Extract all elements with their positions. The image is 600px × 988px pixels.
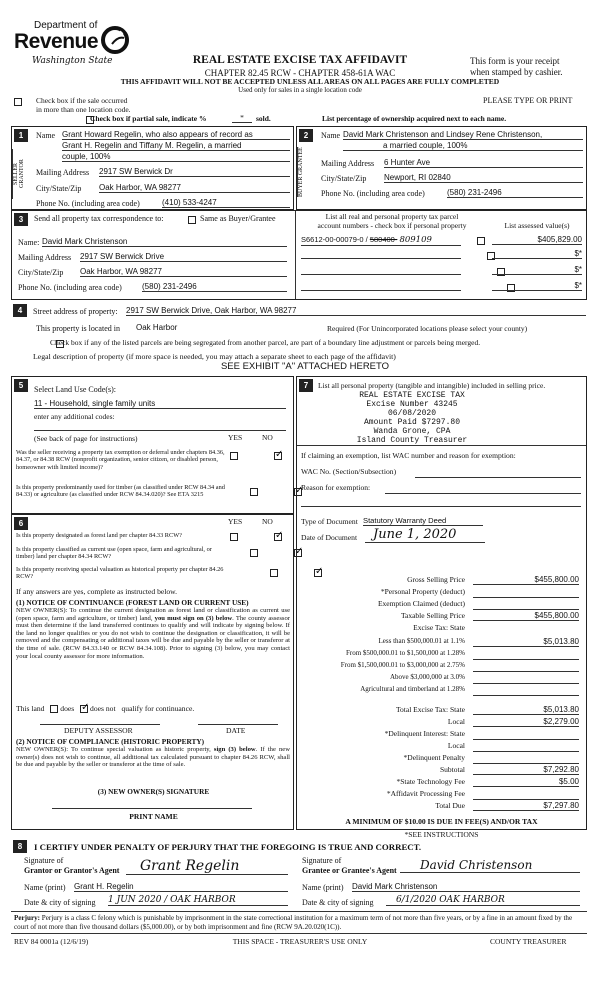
seller-phone-label: Phone No. (including area code) xyxy=(36,199,140,208)
date-grantor-label: Date & city of signing xyxy=(24,898,96,907)
seller-phone[interactable]: (410) 533-4247 xyxy=(162,198,290,208)
calc-label-4: Excise Tax: State xyxy=(413,623,465,632)
notice-2-title: (2) NOTICE OF COMPLIANCE (HISTORIC PROPERTY) xyxy=(16,737,205,746)
calc2-value-2[interactable] xyxy=(473,729,579,740)
s6-q3-yes[interactable] xyxy=(270,569,278,577)
calc-value-2[interactable] xyxy=(473,599,579,610)
calc-value-1[interactable] xyxy=(473,587,579,598)
tax-corr-mail-label: Mailing Address xyxy=(18,253,72,262)
stamp-line-6: Island County Treasurer xyxy=(356,436,468,445)
s6-q1-no[interactable] xyxy=(274,533,282,541)
tax-corr-mail[interactable]: 2917 SW Berwick Drive xyxy=(80,252,287,262)
name-grantee-label: Name (print) xyxy=(302,883,344,892)
parcels-header-2: account numbers - check box if personal property xyxy=(317,221,467,230)
s6-q2: Is this property classified as current use (open space, farm and agricultural, or timber) land per chapter 84.34 RCW? xyxy=(16,546,212,561)
doc-type-label: Type of Document xyxy=(301,517,358,526)
parcel-3-value[interactable]: $* xyxy=(492,265,582,275)
section-5-badge: 5 xyxy=(14,379,28,392)
calc2-label-4: *Delinquent Penalty xyxy=(403,753,465,762)
rev-number: REV 84 0001a (12/6/19) xyxy=(14,937,89,946)
calc-label-2: Exemption Claimed (deduct) xyxy=(377,599,465,608)
see-instructions: *SEE INSTRUCTIONS xyxy=(404,830,479,839)
located-city[interactable]: Oak Harbor xyxy=(136,323,178,332)
parcel-3[interactable] xyxy=(301,274,461,275)
does-not-checkbox[interactable] xyxy=(80,705,88,713)
calc-value-0[interactable]: $455,800.00 xyxy=(473,575,579,585)
personal-property-label: List all personal property (tangible and intangible) included in selling price. xyxy=(318,381,546,390)
stamp-line-2: Excise Number 43245 xyxy=(366,400,458,409)
dor-logo xyxy=(14,20,134,72)
doc-date-label: Date of Document xyxy=(301,533,358,542)
partial-sale-label: Check box if partial sale, indicate % xyxy=(90,114,207,123)
deputy-assessor-label: DEPUTY ASSESSOR xyxy=(64,726,133,735)
buyer-city[interactable]: Newport, RI 02840 xyxy=(384,173,583,183)
additional-codes-input[interactable] xyxy=(34,430,286,431)
buyer-section xyxy=(296,126,587,210)
tax-corr-city-label: City/State/Zip xyxy=(18,268,64,277)
multi-location-label-1: Check box if the sale occurred xyxy=(36,96,128,105)
calc2-value-3[interactable] xyxy=(473,741,579,752)
seller-name-line3[interactable]: couple, 100% xyxy=(62,152,290,162)
calc2-label-5: Subtotal xyxy=(439,765,465,774)
legal-label: Legal description of property (if more space is needed, you may attach a separate sheet to each page of the affidavit) xyxy=(33,352,396,361)
partial-sale-sold: sold. xyxy=(256,114,271,123)
buyer-tab: BUYER GRANTEE xyxy=(297,147,311,197)
parcel-2[interactable] xyxy=(301,258,461,259)
dept-line3: Washington State xyxy=(32,56,113,66)
buyer-name-line1[interactable]: David Mark Christenson and Lindsey Rene Christenson, xyxy=(343,130,583,140)
date-grantee-label: Date & city of signing xyxy=(302,898,374,907)
deputy-assessor-line[interactable] xyxy=(40,724,160,725)
stamp-line-4: Amount Paid $7297.80 xyxy=(363,418,460,427)
tax-corr-phone[interactable]: (580) 231-2496 xyxy=(142,282,287,292)
footer-rule xyxy=(11,911,587,912)
exemption-label: If claiming an exemption, list WAC number and reason for exemption: xyxy=(301,451,516,460)
calc-value-3[interactable]: $455,800.00 xyxy=(473,611,579,621)
new-owner-signature-line[interactable] xyxy=(52,808,252,809)
s5-q1-no[interactable] xyxy=(274,452,282,460)
calc2-label-6: *State Technology Fee xyxy=(396,777,465,786)
section-6-badge: 6 xyxy=(14,517,28,530)
certify-statement: I CERTIFY UNDER PENALTY OF PERJURY THAT THE FOREGOING IS TRUE AND CORRECT. xyxy=(34,842,422,852)
s6-q3: Is this property receiving special valuation as historical property per chapter 84.26 RCW? xyxy=(16,566,224,581)
s6-if-yes: If any answers are yes, complete as instructed below. xyxy=(16,587,178,596)
minimum-note: A MINIMUM OF $10.00 IS DUE IN FEE(S) AND/OR TAX xyxy=(345,817,538,826)
seller-tab: SELLER GRANTOR xyxy=(12,149,26,199)
reason-input[interactable] xyxy=(385,493,581,494)
calc2-value-0[interactable]: $5,013.80 xyxy=(473,705,579,715)
single-location-note: Used only for sales in a single location code xyxy=(238,86,362,94)
doc-date[interactable]: June 1, 2020 xyxy=(365,527,485,543)
sig-grantee-label-2: Grantee or Grantee's Agent xyxy=(302,866,397,875)
notice-1-text-a: NEW OWNER(S): To continue the current designation as forest land or classification as current use (open space, farm and agriculture, or timber) land, xyxy=(16,607,290,622)
street-address[interactable]: 2917 SW Berwick Drive, Oak Harbor, WA 98277 xyxy=(126,306,586,316)
parcel-1-struck: 580400- xyxy=(369,235,398,244)
does-checkbox[interactable] xyxy=(50,705,58,713)
parcel-1-value[interactable]: $405,829.00 xyxy=(492,235,582,245)
parcel-4[interactable] xyxy=(301,290,461,291)
buyer-mail-label: Mailing Address xyxy=(321,159,375,168)
seller-name-line1[interactable]: Grant Howard Regelin, who also appears of record as xyxy=(62,130,290,140)
sig-grantor-label-2: Grantor or Grantor's Agent xyxy=(24,866,120,875)
does-not-label: does not xyxy=(90,704,116,713)
calc-label-9: Agricultural and timberland at 1.28% xyxy=(360,685,465,693)
this-land-label: This land xyxy=(16,704,45,713)
parcel-1-handwritten: 809109 xyxy=(399,235,432,245)
calc-label-6: From $500,000.01 to $1,500,000 at 1.28% xyxy=(346,649,465,657)
buyer-city-label: City/State/Zip xyxy=(321,174,367,183)
s5-yes-header: YES xyxy=(228,433,243,442)
calc-value-5[interactable]: $5,013.80 xyxy=(473,637,579,647)
buyer-name-label: Name xyxy=(321,131,341,140)
calc2-value-6[interactable]: $5.00 xyxy=(473,777,579,787)
s5-q1-yes[interactable] xyxy=(230,452,238,460)
assessor-date-label: DATE xyxy=(226,726,246,735)
segregated-label: Check box if any of the listed parcels are being segregated from another parcel, are part of a boundary line adjustment or parcels being merged. xyxy=(50,338,481,347)
notice-2-text-a: NEW OWNER(S): To continue special valuation as historic property, xyxy=(16,746,214,753)
notice-1-text-b: . The county assessor must then determine if the land transferred continues to qualify and will indicate by signing below. If the land no longer qualifies or you do not wish to continue the designation or classification, it will be removed and the compensating or additional taxes will be due and payable by the seller or transferor at the time of sale. (RCW 84.33.140 or RCW 84.34.108). Prior to signing (3) below, you may contact your local county assessor for more information. xyxy=(16,614,290,660)
ownership-note: List percentage of ownership acquired next to each name. xyxy=(322,114,507,123)
seller-name-line2[interactable]: Grant H. Regelin and Tiffany M. Regelin, a married xyxy=(62,141,290,151)
calc2-value-7[interactable] xyxy=(473,789,579,800)
tax-corr-city[interactable]: Oak Harbor, WA 98277 xyxy=(80,267,287,277)
seller-name-label: Name xyxy=(36,131,56,140)
notice-1-title: (1) NOTICE OF CONTINUANCE (FOREST LAND OR CURRENT USE) xyxy=(16,598,249,607)
calc-label-8: Above $3,000,000 at 3.0% xyxy=(389,673,465,681)
calc2-value-8[interactable]: $7,297.80 xyxy=(473,801,579,811)
calc2-label-7: *Affidavit Processing Fee xyxy=(386,789,465,798)
s6-q1: Is this property designated as forest land per chapter 84.33 RCW? xyxy=(16,532,182,539)
tax-corr-name[interactable]: David Mark Christenson xyxy=(42,237,287,247)
reason-label: Reason for exemption: xyxy=(301,483,371,492)
notice-2-text-b: . If the new owner(s) does not wish to continue, all additional tax calculated pursuant to chapter 84.26 RCW, shall be due and payable by the seller or transferor at the time of sale. xyxy=(16,746,290,769)
stamp-line-3: 06/08/2020 xyxy=(387,409,436,418)
calc2-value-5[interactable]: $7,292.80 xyxy=(473,765,579,775)
multi-location-checkbox[interactable] xyxy=(14,98,22,106)
perjury-notice xyxy=(14,914,586,931)
tax-corr-name-label: Name: xyxy=(18,238,40,247)
form-warning: THIS AFFIDAVIT WILL NOT BE ACCEPTED UNLESS ALL AREAS ON ALL PAGES ARE FULLY COMPLETED xyxy=(120,77,500,86)
perjury-text: Perjury is a class C felony which is punishable by imprisonment in the state correctional institution for a maximum term of not more than five years, or by a fine in an amount fixed by the court of not more than five thousand dollars ($5,000.00), or by both imprisonment and fine (RCW 9A.20.020(1C)). xyxy=(14,914,573,931)
section-4-badge: 4 xyxy=(13,304,27,317)
required-note: Required (For Unincorporated locations please select your county) xyxy=(327,324,528,333)
calc2-label-8: Total Due xyxy=(435,801,465,810)
sig-grantor-label-1: Signature of xyxy=(24,856,64,865)
s5-no-header: NO xyxy=(262,433,273,442)
buyer-mail[interactable]: 6 Hunter Ave xyxy=(384,158,583,168)
same-as-buyer-checkbox[interactable] xyxy=(188,216,196,224)
s6-no-header: NO xyxy=(262,517,273,526)
assessed-header: List assessed value(s) xyxy=(504,221,570,230)
calc-label-7: From $1,500,000.01 to $3,000,000 at 2.75% xyxy=(340,661,465,669)
tax-corr-section xyxy=(11,210,587,300)
section-2-badge: 2 xyxy=(299,129,313,142)
calc2-label-3: Local xyxy=(447,741,465,750)
doc-type[interactable]: Statutory Warranty Deed xyxy=(363,516,483,526)
land-use-code[interactable]: 11 - Household, single family units xyxy=(34,399,286,409)
s5-q2-yes[interactable] xyxy=(250,488,258,496)
stamp-line-1: REAL ESTATE EXCISE TAX xyxy=(359,391,465,400)
seller-section xyxy=(11,126,294,210)
section-5 xyxy=(11,376,294,514)
dept-line2: Revenue xyxy=(14,30,99,53)
section-3-badge: 3 xyxy=(14,213,28,226)
section-1-badge: 1 xyxy=(14,129,28,142)
section-7 xyxy=(296,376,587,830)
notice-2-text-bold: sign (3) below xyxy=(213,746,256,753)
wac-label: WAC No. (Section/Subsection) xyxy=(301,467,397,476)
calc-label-5: Less than $500,000.01 at 1.1% xyxy=(378,637,465,645)
calc-value-8[interactable] xyxy=(473,673,579,684)
multi-location-label-2: in more than one location code. xyxy=(36,105,131,114)
treasurer-use: THIS SPACE - TREASURER'S USE ONLY xyxy=(232,937,368,946)
receipt-note-1: This form is your receipt xyxy=(470,56,560,66)
tax-corr-label: Send all property tax correspondence to: xyxy=(34,214,164,223)
section-8-badge: 8 xyxy=(13,840,27,853)
section-6 xyxy=(11,514,294,830)
parcel-1[interactable] xyxy=(301,235,461,246)
form-title: REAL ESTATE EXCISE TAX AFFIDAVIT xyxy=(192,54,408,66)
name-grantor[interactable]: Grant H. Regelin xyxy=(74,882,288,892)
parcel-2-value[interactable]: $* xyxy=(492,249,582,259)
notice-3-title: (3) NEW OWNER(S) SIGNATURE xyxy=(97,787,210,796)
tax-corr-phone-label: Phone No. (including area code) xyxy=(18,283,122,292)
county-treasurer: COUNTY TREASURER xyxy=(490,937,567,946)
reason-input-2[interactable] xyxy=(301,506,581,507)
does-label: does xyxy=(60,704,75,713)
s5-q2: Is this property predominantly used for timber (as classified under RCW 84.34 and 84.33) or agriculture (as classified under RCW 84.34.020)? See ETA 3215 xyxy=(16,484,225,499)
dor-logo-mark-icon xyxy=(100,26,130,54)
same-as-buyer-label: Same as Buyer/Grantee xyxy=(200,214,276,223)
s6-yes-header: YES xyxy=(228,517,243,526)
land-use-label: Select Land Use Code(s): xyxy=(34,385,116,394)
s6-q1-yes[interactable] xyxy=(230,533,238,541)
seller-city[interactable]: Oak Harbor, WA 98277 xyxy=(99,183,290,193)
legal-description[interactable]: SEE EXHIBIT "A" ATTACHED HERETO xyxy=(220,361,390,372)
parcel-1-number: S6612-00-00079-0 / xyxy=(301,235,368,244)
calc-value-7[interactable] xyxy=(473,661,579,672)
buyer-phone-label: Phone No. (including area code) xyxy=(321,189,425,198)
qualify-label: qualify for continuance. xyxy=(121,704,195,713)
name-grantor-label: Name (print) xyxy=(24,883,66,892)
form-subtitle: CHAPTER 82.45 RCW - CHAPTER 458-61A WAC xyxy=(204,68,396,78)
notice-2-text xyxy=(16,746,290,769)
located-label: This property is located in xyxy=(36,324,120,333)
date-grantee[interactable]: 6/1/2020 OAK HARBOR xyxy=(386,895,580,906)
street-label: Street address of property: xyxy=(33,307,118,316)
continuance-line xyxy=(16,704,194,713)
calc2-label-2: *Delinquent Interest: State xyxy=(384,729,465,738)
calc2-value-1[interactable]: $2,279.00 xyxy=(473,717,579,727)
dept-line1: Department of xyxy=(34,20,98,31)
perjury-label: Perjury: xyxy=(14,914,40,922)
notice-1-text xyxy=(16,607,290,660)
s6-q2-yes[interactable] xyxy=(250,549,258,557)
additional-codes-label: enter any additional codes: xyxy=(34,412,115,421)
calc2-label-0: Total Excise Tax: State xyxy=(395,705,465,714)
treasurer-stamp xyxy=(327,391,497,445)
sig-grantor[interactable]: Grant Regelin xyxy=(126,858,288,875)
name-grantee[interactable]: David Mark Christenson xyxy=(352,882,580,892)
wac-input[interactable] xyxy=(415,477,581,478)
sig-grantee-label-1: Signature of xyxy=(302,856,342,865)
seller-mail[interactable]: 2917 SW Berwick Dr xyxy=(99,167,290,177)
calc2-label-1: Local xyxy=(447,717,465,726)
seller-city-label: City/State/Zip xyxy=(36,184,82,193)
calc-value-6[interactable] xyxy=(473,649,579,660)
calc-label-1: *Personal Property (deduct) xyxy=(380,587,465,596)
buyer-name-line2[interactable]: a married couple, 100% xyxy=(343,141,583,151)
assessor-date-line[interactable] xyxy=(198,724,278,725)
seller-mail-label: Mailing Address xyxy=(36,168,90,177)
receipt-note-2: when stamped by cashier. xyxy=(470,67,563,77)
calc-value-9[interactable] xyxy=(473,685,579,696)
parcels-header-1: List all real and personal property tax parcel xyxy=(325,212,459,221)
stamp-line-5: Wanda Grone, CPA xyxy=(373,427,451,436)
s5-q1: Was the seller receiving a property tax exemption or deferral under chapters 84.36, 84.37, or 84.38 RCW (nonprofit organization, senior citizen, or disabled person, homeowner with limited income)? xyxy=(16,449,225,471)
footer-rule-2 xyxy=(11,933,587,934)
section-7-badge: 7 xyxy=(299,379,313,392)
sig-grantee[interactable]: David Christenson xyxy=(400,858,580,873)
print-name-label: PRINT NAME xyxy=(129,812,178,821)
please-type: PLEASE TYPE OR PRINT xyxy=(483,96,573,105)
calc2-value-4[interactable] xyxy=(473,753,579,764)
see-back-note: (See back of page for instructions) xyxy=(34,434,138,443)
notice-1-text-bold: you must sign on (3) below xyxy=(154,614,233,622)
date-grantor[interactable]: 1 JUN 2020 / OAK HARBOR xyxy=(108,895,288,906)
parcel-1-personal-checkbox[interactable] xyxy=(477,237,485,245)
s7-rule-1 xyxy=(297,445,586,446)
buyer-phone[interactable]: (580) 231-2496 xyxy=(447,188,583,198)
calc-label-3: Taxable Selling Price xyxy=(400,611,465,620)
partial-sale-pct[interactable]: * xyxy=(232,113,252,123)
tax-corr-divider xyxy=(295,211,296,299)
calc-label-0: Gross Selling Price xyxy=(407,575,465,584)
parcel-4-value[interactable]: $* xyxy=(492,281,582,291)
